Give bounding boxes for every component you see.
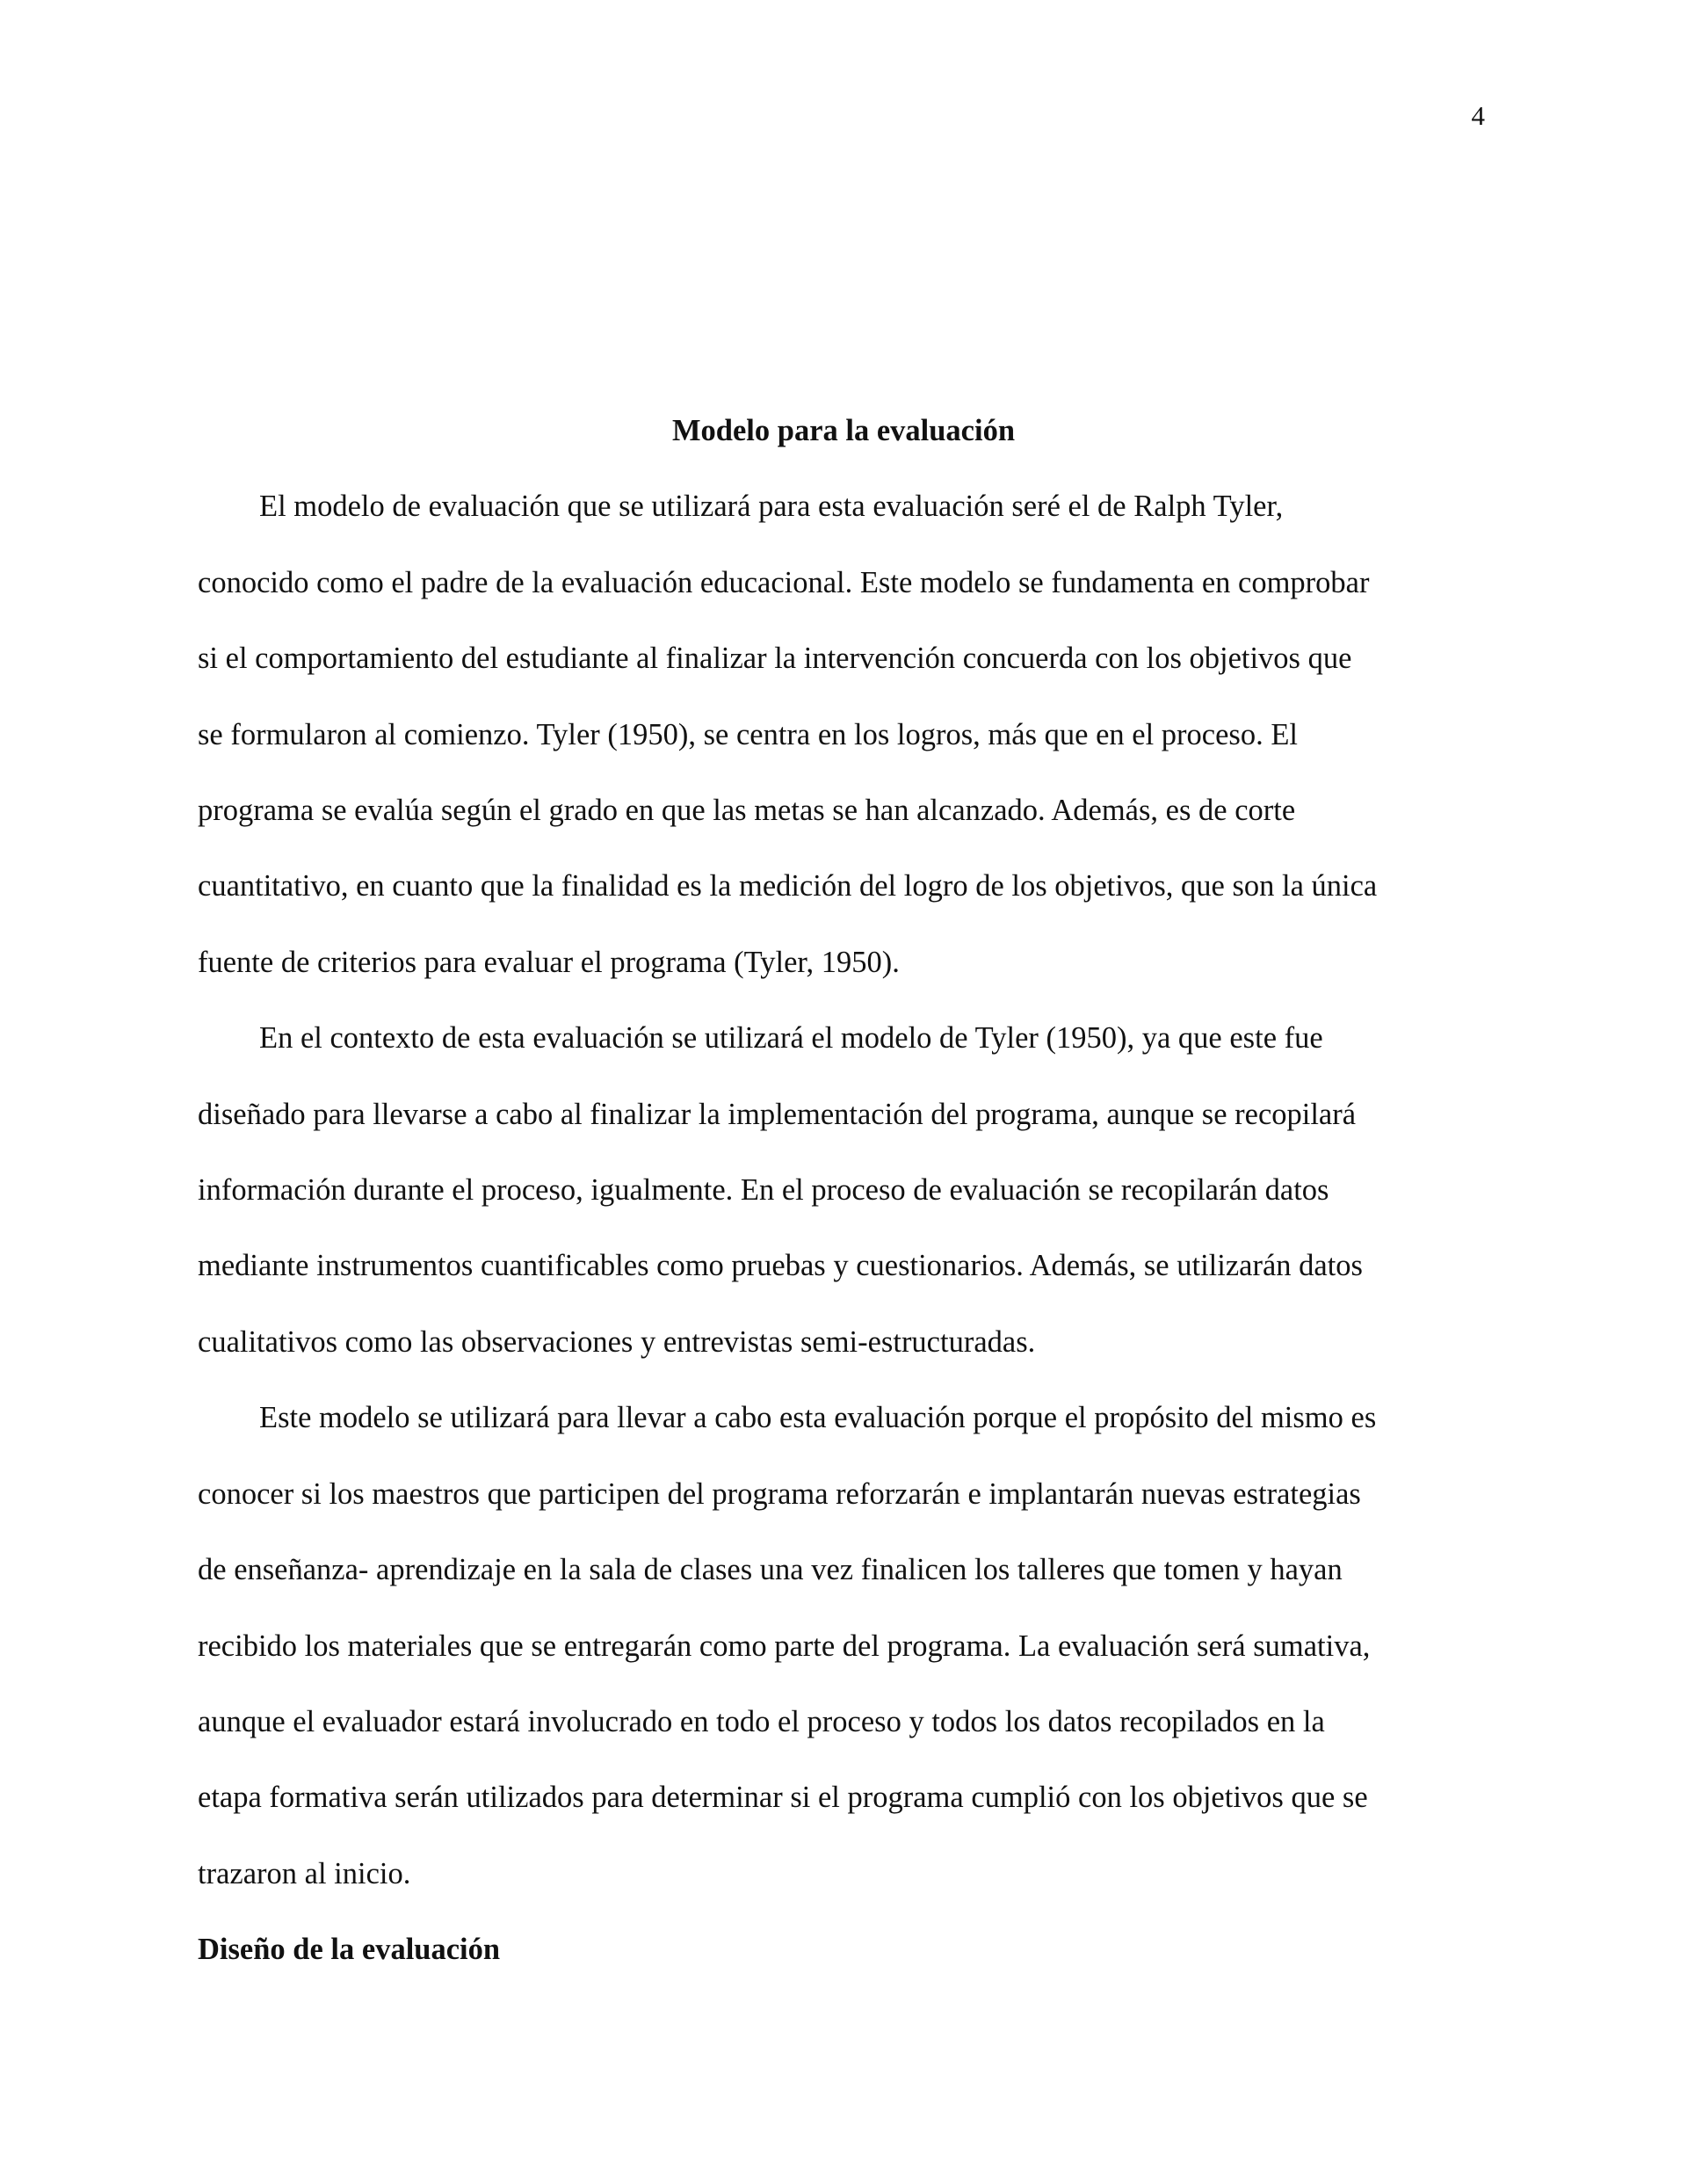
paragraph-line: diseñado para llevarse a cabo al finalizar la implementación del programa, aunque se recopilará xyxy=(198,1097,1357,1131)
paragraph-line: se formularon al comienzo. Tyler (1950), se centra en los logros, más que en el proceso. El xyxy=(198,717,1298,751)
page-number: 4 xyxy=(1471,100,1485,131)
paragraph-line: Este modelo se utilizará para llevar a cabo esta evaluación porque el propósito del mismo es xyxy=(259,1401,1377,1435)
paragraph-line: de enseñanza- aprendizaje en la sala de clases una vez finalicen los talleres que tomen y hayan xyxy=(198,1553,1343,1587)
paragraph-line: El modelo de evaluación que se utilizará para esta evaluación seré el de Ralph Tyler, xyxy=(259,490,1284,524)
paragraph-line: trazaron al inicio. xyxy=(198,1856,411,1890)
paragraph-3 xyxy=(198,1380,1489,1912)
paragraph-2 xyxy=(198,1000,1489,1380)
paragraph-line: conocer si los maestros que participen del programa reforzarán e implantarán nuevas estrategias xyxy=(198,1477,1361,1511)
paragraph-line: conocido como el padre de la evaluación educacional. Este modelo se fundamenta en comprobar xyxy=(198,565,1370,599)
paragraph-line: cuantitativo, en cuanto que la finalidad es la medición del logro de los objetivos, que son la única xyxy=(198,869,1378,903)
paragraph-line: mediante instrumentos cuantificables como pruebas y cuestionarios. Además, se utilizarán datos xyxy=(198,1249,1363,1283)
paragraph-line: aunque el evaluador estará involucrado en todo el proceso y todos los datos recopilados en la xyxy=(198,1704,1325,1738)
paragraph-line: En el contexto de esta evaluación se utilizará el modelo de Tyler (1950), ya que este fue xyxy=(259,1021,1323,1056)
paragraph-line: programa se evalúa según el grado en que las metas se han alcanzado. Además, es de corte xyxy=(198,794,1296,828)
paragraph-line: cualitativos como las observaciones y entrevistas semi-estructuradas. xyxy=(198,1324,1036,1359)
paragraph-1 xyxy=(198,468,1489,1000)
subsection-title: Diseño de la evaluación xyxy=(198,1933,501,1967)
paragraph-line: información durante el proceso, igualmente. En el proceso de evaluación se recopilarán datos xyxy=(198,1173,1329,1208)
document-body xyxy=(198,393,1489,1988)
section-title: Modelo para la evaluación xyxy=(671,414,1016,447)
paragraph-line: fuente de criterios para evaluar el programa (Tyler, 1950). xyxy=(198,945,900,979)
paragraph-line: recibido los materiales que se entregarán como parte del programa. La evaluación será sumativa, xyxy=(198,1629,1371,1663)
paragraph-line: si el comportamiento del estudiante al finalizar la intervención concuerda con los objetivos que xyxy=(198,642,1352,676)
paragraph-line: etapa formativa serán utilizados para determinar si el programa cumplió con los objetivos que se xyxy=(198,1781,1368,1815)
